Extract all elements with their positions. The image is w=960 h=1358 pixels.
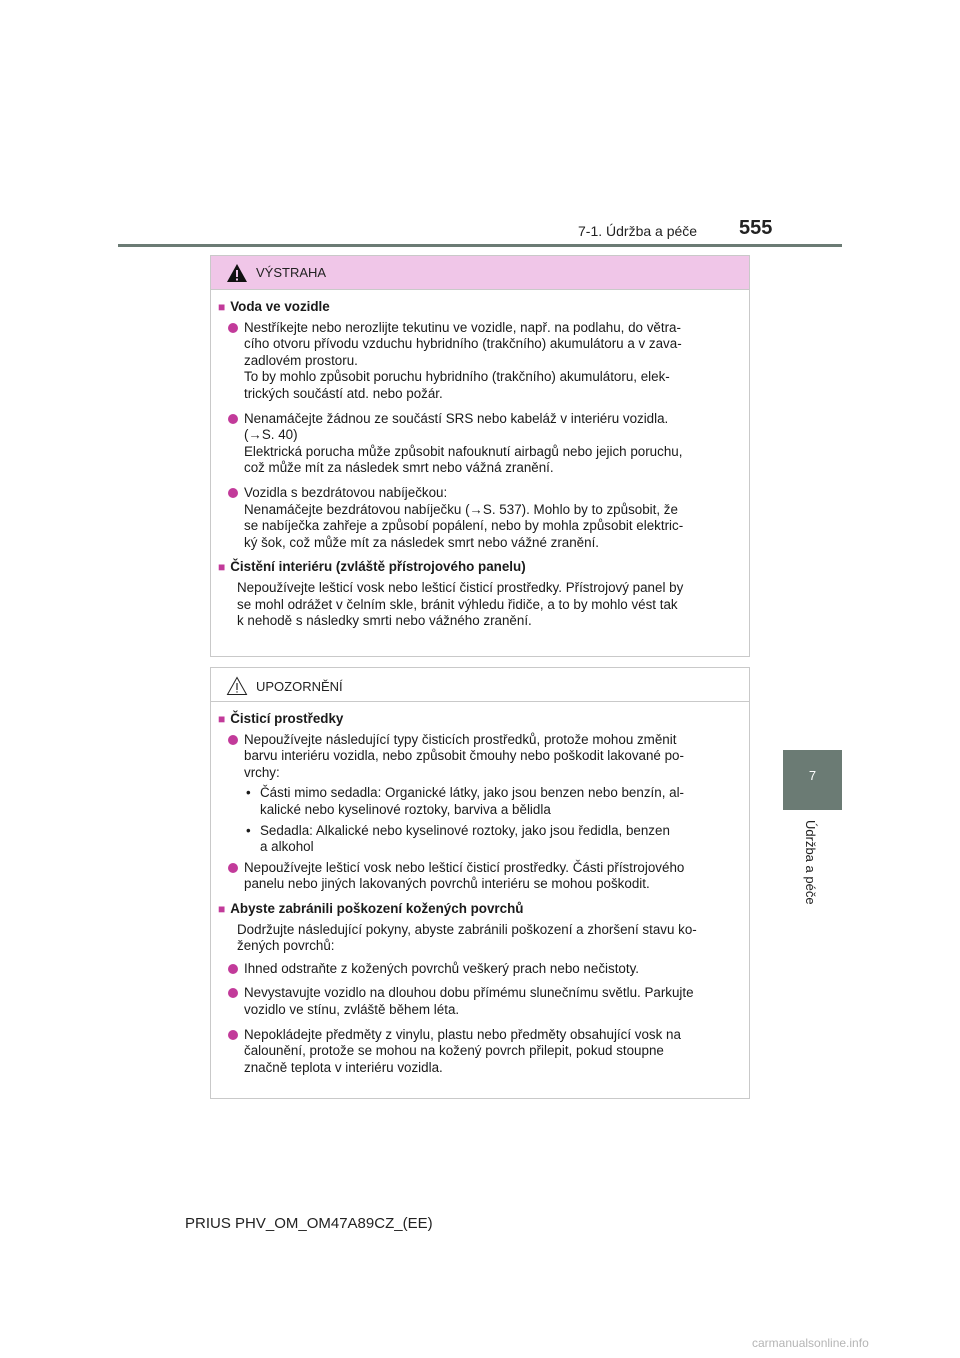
- sub-bullet-marker: •: [246, 785, 251, 801]
- caution-header: [211, 671, 749, 702]
- caution-box: [210, 667, 750, 1099]
- document-code: PRIUS PHV_OM_OM47A89CZ_(EE): [185, 1215, 433, 1232]
- text-line: ký šok, což může mít za následek smrt nebo vážné zranění.: [244, 534, 600, 550]
- text-line: zadlovém prostoru.: [244, 352, 358, 368]
- square-bullet-icon: ■: [218, 300, 226, 314]
- warning-section-water: [218, 299, 741, 316]
- round-bullet-icon: [228, 1030, 238, 1040]
- square-bullet-icon: ■: [218, 712, 226, 726]
- text-line: Ihned odstraňte z kožených povrchů veškerý prach nebo nečistoty.: [244, 960, 639, 976]
- text-line: Nestříkejte nebo nerozlijte tekutinu ve vozidle, např. na podlahu, do větra-: [244, 319, 681, 335]
- text-line: To by mohlo způsobit poruchu hybridního (trakčního) akumulátoru, elek-: [244, 369, 670, 385]
- square-bullet-icon: ■: [218, 901, 226, 916]
- caution-section-cleaners: [218, 711, 741, 728]
- text-line: Dodržujte následující pokyny, abyste zabránili poškození a zhoršení stavu ko-: [237, 921, 697, 937]
- chapter-tab: [783, 750, 842, 810]
- header-divider: [118, 244, 842, 247]
- warning-section-interior: [218, 559, 741, 576]
- paragraph: [237, 580, 741, 630]
- text-line: cího otvoru přívodu vzduchu hybridního (trakčního) akumulátoru a v zava-: [244, 336, 682, 352]
- caution-icon: [226, 676, 248, 696]
- section-title: 7-1. Údržba a péče: [578, 223, 698, 239]
- list-item: [228, 320, 741, 403]
- text-line: trických součástí atd. nebo požár.: [244, 385, 443, 401]
- warning-header: [211, 256, 749, 290]
- list-item: [228, 1027, 741, 1077]
- text-line: žených povrchů:: [237, 938, 335, 954]
- chapter-number: 7: [808, 768, 817, 783]
- text-line: Vozidla s bezdrátovou nabíječkou:: [244, 484, 448, 500]
- list-item: [228, 485, 741, 551]
- text-line: k nehodě s následky smrti nebo vážného zranění.: [237, 613, 532, 629]
- section-heading: Abyste zabránili poškození kožených povrchů: [230, 900, 524, 916]
- round-bullet-icon: [228, 988, 238, 998]
- text-line: čalounění, protože se mohou na kožený povrch přilepit, pokud stoupne: [244, 1043, 664, 1059]
- list-item-text: [244, 485, 741, 551]
- round-bullet-icon: [228, 964, 238, 974]
- text-line: Nenamáčejte žádnou ze součástí SRS nebo kabeláž v interiéru vozidla.: [244, 410, 669, 426]
- list-item-text: [244, 985, 741, 1018]
- text-line: vozidlo ve stínu, zvláště během léta.: [244, 1001, 460, 1017]
- chapter-title: Údržba a péče: [803, 820, 818, 905]
- text-line: se mohl odrážet v čelním skle, bránit výhledu řidiče, a to by mohlo vést tak: [237, 596, 678, 612]
- sub-list-item-text: [260, 823, 741, 856]
- text-line: Nenamáčejte bezdrátovou nabíječku (→S. 537). Mohlo by to způsobit, že: [244, 501, 678, 517]
- warning-title: VÝSTRAHA: [256, 265, 327, 280]
- text-line: Nepoužívejte lešticí vosk nebo lešticí čisticí prostředky. Části přístrojového: [244, 859, 685, 875]
- list-item: [228, 411, 741, 477]
- section-heading: Voda ve vozidle: [230, 299, 330, 314]
- warning-icon: [226, 263, 248, 283]
- text-line: vrchy:: [244, 764, 280, 780]
- text-line: Nepoužívejte následující typy čisticích prostředků, protože mohou změnit: [244, 731, 677, 747]
- text-line: značně teplota v interiéru vozidla.: [244, 1059, 443, 1075]
- text-line: Sedadla: Alkalické nebo kyselinové roztoky, jako jsou ředidla, benzen: [260, 822, 670, 838]
- round-bullet-icon: [228, 414, 238, 424]
- text-line: a alkohol: [260, 839, 314, 855]
- page-number: 555: [739, 217, 773, 239]
- list-item-text: [244, 860, 741, 893]
- text-line: kalické nebo kyselinové roztoky, barviva a bělidla: [260, 801, 551, 817]
- warning-box: [210, 255, 750, 657]
- watermark: carmanualsonline.info: [752, 1336, 869, 1350]
- list-item: [228, 985, 741, 1018]
- round-bullet-icon: [228, 323, 238, 333]
- sub-list-item: [246, 785, 741, 818]
- text-line: panelu nebo jiných lakovaných povrchů interiéru se mohou poškodit.: [244, 876, 650, 892]
- text-line: barvu interiéru vozidla, nebo způsobit čmouhy nebo poškodit lakované po-: [244, 748, 684, 764]
- sub-list-item: [246, 823, 741, 856]
- list-item-text: [244, 411, 741, 477]
- list-item: [228, 961, 741, 978]
- sub-bullet-marker: •: [246, 822, 251, 838]
- round-bullet-icon: [228, 735, 238, 745]
- list-item-text: [244, 732, 741, 782]
- square-bullet-icon: ■: [218, 560, 226, 575]
- list-item-text: [244, 320, 741, 403]
- section-heading: Čistění interiéru (zvláště přístrojového panelu): [230, 559, 526, 575]
- round-bullet-icon: [228, 863, 238, 873]
- text-line: se nabíječka zahřeje a způsobí popálení, nebo by mohla způsobit elektric-: [244, 518, 684, 534]
- text-line: Nevystavujte vozidlo na dlouhou dobu přímému slunečnímu světlu. Parkujte: [244, 985, 694, 1001]
- list-item: [228, 732, 741, 782]
- list-item: [228, 860, 741, 893]
- round-bullet-icon: [228, 488, 238, 498]
- text-line: Nepokládejte předměty z vinylu, plastu nebo předměty obsahující vosk na: [244, 1026, 681, 1042]
- sub-list-item-text: [260, 785, 741, 818]
- caution-title: UPOZORNĚNÍ: [256, 678, 343, 694]
- text-line: (→S. 40): [244, 427, 298, 443]
- text-line: Části mimo sedadla: Organické látky, jako jsou benzen nebo benzín, al-: [260, 785, 685, 801]
- section-heading: Čisticí prostředky: [230, 711, 344, 726]
- text-line: Nepoužívejte lešticí vosk nebo lešticí čisticí prostředky. Přístrojový panel by: [237, 579, 684, 595]
- text-line: Elektrická porucha může způsobit nafouknutí airbagů nebo jejich poruchu,: [244, 443, 683, 459]
- list-item-text: [244, 961, 741, 978]
- paragraph: [237, 922, 741, 955]
- caution-section-leather: [218, 901, 741, 918]
- text-line: což může mít za následek smrt nebo vážná zranění.: [244, 460, 554, 476]
- list-item-text: [244, 1027, 741, 1077]
